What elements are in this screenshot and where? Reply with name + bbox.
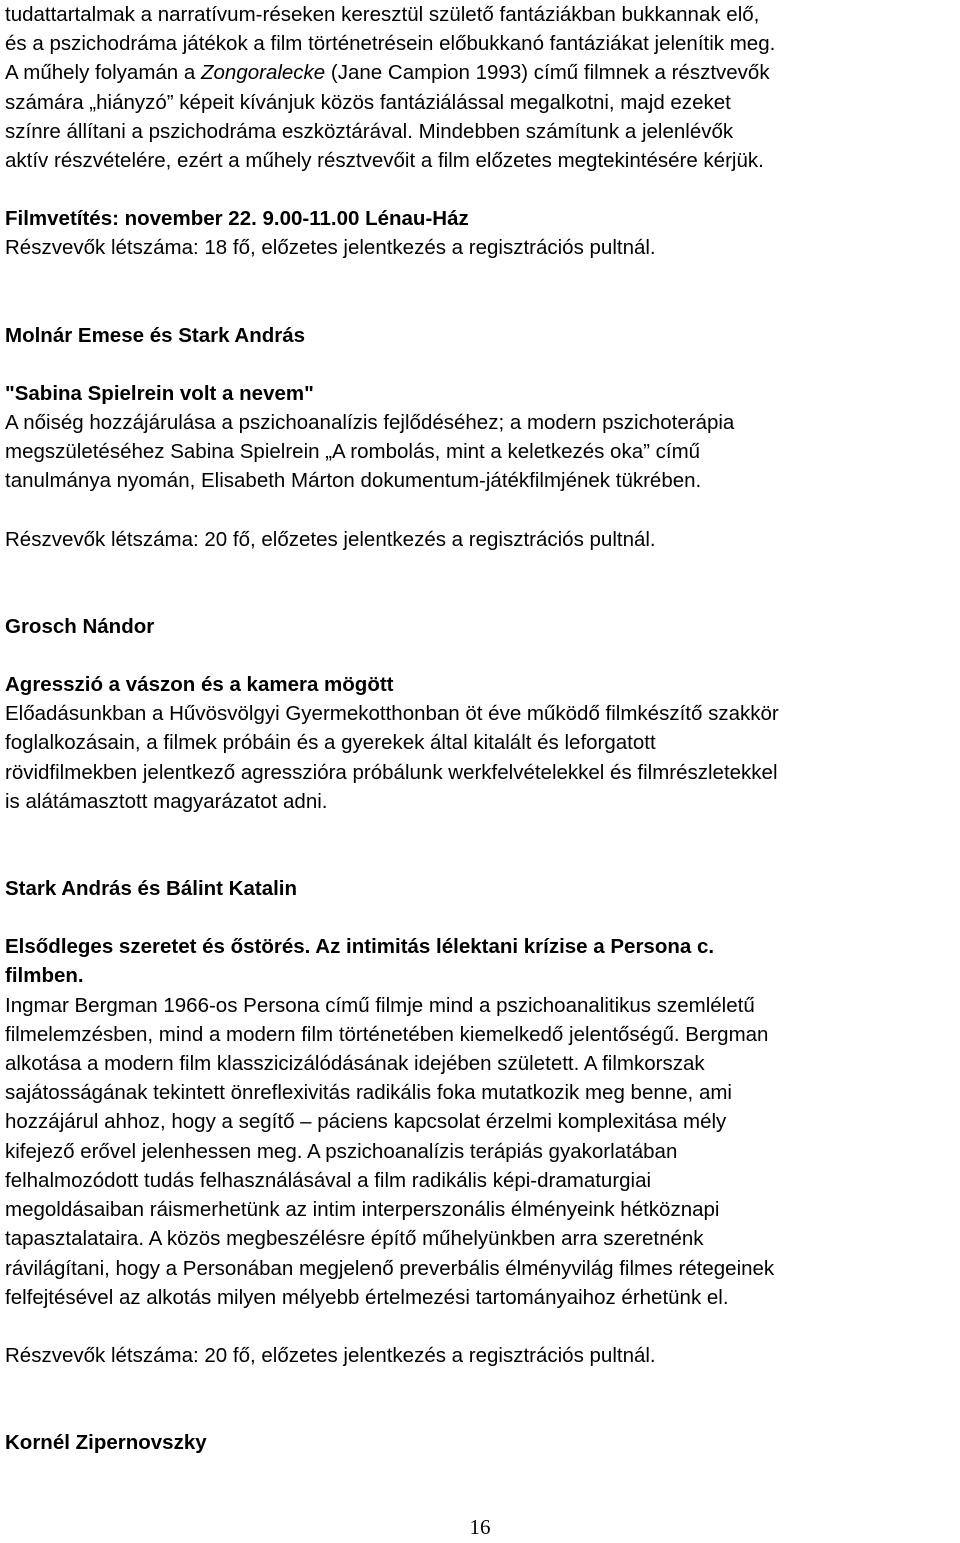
spacer bbox=[5, 641, 957, 670]
section-title: "Sabina Spielrein volt a nevem" bbox=[5, 381, 314, 405]
section-body-line: Előadásunkban a Hűvösvölgyi Gyermekotthonban öt éve működő filmkészítő szakkör bbox=[5, 702, 779, 726]
section-body-line: rövidfilmekben jelentkező agresszióra próbálunk werkfelvételekkel és filmrészletekkel bbox=[5, 760, 778, 784]
section-body-line: alkotása a modern film klasszicizálódásának idejében született. A filmkorszak bbox=[5, 1052, 705, 1076]
section-title: Agresszió a vászon és a kamera mögött bbox=[5, 673, 394, 697]
spacer bbox=[5, 554, 957, 612]
intro-line-1: tudattartalmak a narratívum-réseken keresztül születő fantáziákban bukkannak elő, bbox=[5, 3, 760, 26]
section-body-line: megszületéséhez Sabina Spielrein „A rombolás, mint a keletkezés oka” című bbox=[5, 440, 701, 464]
intro-line-5: színre állítani a pszichodráma eszköztárával. Mindebben számítunk a jelenlévők bbox=[5, 119, 734, 143]
participants-info: Részvevők létszáma: 18 fő, előzetes jelentkezés a regisztrációs pultnál. bbox=[5, 236, 656, 260]
participants-info: Részvevők létszáma: 20 fő, előzetes jelentkezés a regisztrációs pultnál. bbox=[5, 527, 656, 551]
screening-info: Filmvetítés: november 22. 9.00-11.00 Lénau-Ház bbox=[5, 207, 469, 231]
intro-line-3-post: (Jane Campion 1993) című filmnek a résztvevők bbox=[325, 61, 770, 85]
spacer bbox=[5, 175, 957, 204]
spacer bbox=[5, 496, 957, 525]
intro-line-3 bbox=[5, 58, 957, 87]
spacer bbox=[5, 350, 957, 379]
section-body-line: foglalkozásain, a filmek próbáin és a gyerekek által kitalált és leforgatott bbox=[5, 731, 656, 755]
intro-line-3-pre: A műhely folyamán a bbox=[5, 61, 201, 85]
section-body-line: is alátámasztott magyarázatot adni. bbox=[5, 789, 328, 813]
section-title-line-2: filmben. bbox=[5, 964, 84, 988]
section-body-line: tanulmánya nyomán, Elisabeth Márton dokumentum-játékfilmjének tükrében. bbox=[5, 469, 702, 493]
section-body-line: tapasztalataira. A közös megbeszélésre építő műhelyünkben arra szeretnénk bbox=[5, 1227, 704, 1251]
section-body-line: hozzájárul ahhoz, hogy a segítő – páciens kapcsolat érzelmi komplexitása mély bbox=[5, 1110, 727, 1134]
section-body-line: kifejező erővel jelenhessen meg. A pszichoanalízis terápiás gyakorlatában bbox=[5, 1139, 678, 1163]
section-body-line: rávilágítani, hogy a Personában megjelenő preverbális élményvilág filmes rétegeinek bbox=[5, 1256, 775, 1280]
page-number: 16 bbox=[469, 1515, 491, 1539]
section-author: Molnár Emese és Stark András bbox=[5, 323, 306, 347]
section-body-line: sajátosságának tekintett önreflexivitás radikális foka mutatkozik meg benne, ami bbox=[5, 1081, 732, 1105]
intro-line-6: aktív részvételére, ezért a műhely résztvevőit a film előzetes megtekintésére kérjük. bbox=[5, 149, 764, 173]
section-title-line-1: Elsődleges szeretet és őstörés. Az intimitás lélektani krízise a Persona c. bbox=[5, 935, 715, 959]
section-body-line: Ingmar Bergman 1966-os Persona című filmje mind a pszichoanalitikus szemléletű bbox=[5, 993, 755, 1017]
spacer bbox=[5, 263, 957, 321]
section-author: Kornél Zipernovszky bbox=[5, 1431, 207, 1455]
intro-line-2: és a pszichodráma játékok a film történetrésein előbukkanó fantáziákat jelenítik meg. bbox=[5, 32, 776, 56]
spacer bbox=[5, 1370, 957, 1428]
participants-info: Részvevők létszáma: 20 fő, előzetes jelentkezés a regisztrációs pultnál. bbox=[5, 1343, 656, 1367]
section-body-line: A nőiség hozzájárulása a pszichoanalízis fejlődéséhez; a modern pszichoterápia bbox=[5, 411, 735, 435]
section-body-line: felfejtésével az alkotás milyen mélyebb értelmezési tartományaihoz érhetünk el. bbox=[5, 1285, 729, 1309]
spacer bbox=[5, 816, 957, 874]
document-page bbox=[5, 0, 957, 1457]
film-title-zongoralecke: Zongoralecke bbox=[201, 61, 326, 85]
section-body-line: felhalmozódott tudás felhasználásával a film radikális képi-dramaturgiai bbox=[5, 1168, 652, 1192]
section-author: Stark András és Bálint Katalin bbox=[5, 877, 298, 901]
section-author: Grosch Nándor bbox=[5, 614, 155, 638]
section-body-line: megoldásaiban ráismerhetünk az intim interperszonális élményeink hétköznapi bbox=[5, 1198, 720, 1222]
intro-line-4: számára „hiányzó” képeit kívánjuk közös fantáziálással megalkotni, majd ezeket bbox=[5, 90, 731, 114]
section-body-line: filmelemzésben, mind a modern film történetében kiemelkedő jelentőségű. Bergman bbox=[5, 1022, 769, 1046]
spacer bbox=[5, 903, 957, 932]
spacer bbox=[5, 1312, 957, 1341]
